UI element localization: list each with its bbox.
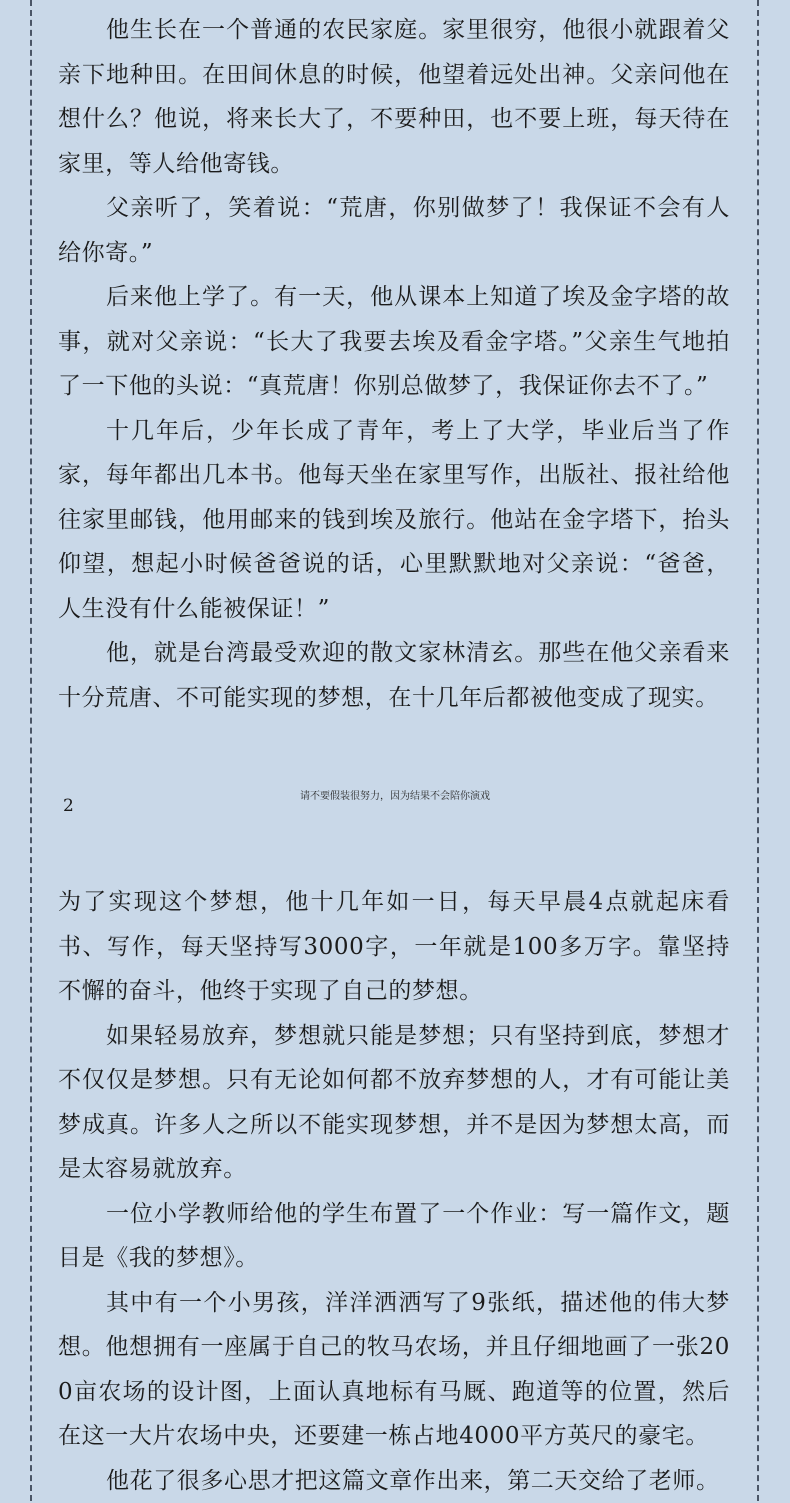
paragraph: 其中有一个小男孩，洋洋洒洒写了9张纸，描述他的伟大梦想。他想拥有一座属于自己的牧马农场，并且仔细地画了一张200亩农场的设计图，上面认真地标有马厩、跑道等的位置，然后在这一大片农场中央，还要建一栋占地4000平方英尺的豪宅。 (58, 1281, 730, 1459)
page-number: 2 (63, 796, 74, 816)
paragraph: 他生长在一个普通的农民家庭。家里很穷，他很小就跟着父亲下地种田。在田间休息的时候，他望着远处出神。父亲问他在想什么？他说，将来长大了，不要种田，也不要上班，每天待在家里，等人给他寄钱。 (58, 8, 730, 186)
page-top-text (58, 8, 730, 720)
paragraph: 他，就是台湾最受欢迎的散文家林清玄。那些在他父亲看来十分荒唐、不可能实现的梦想，在十几年后都被他变成了现实。 (58, 631, 730, 720)
page-bottom-text (58, 880, 730, 1503)
paragraph: 为了实现这个梦想，他十几年如一日，每天早晨4点就起床看书、写作，每天坚持写3000字，一年就是100多万字。靠坚持不懈的奋斗，他终于实现了自己的梦想。 (58, 880, 730, 1014)
paragraph: 一位小学教师给他的学生布置了一个作业：写一篇作文，题目是《我的梦想》。 (58, 1192, 730, 1281)
running-head: 请不要假装很努力，因为结果不会陪你演戏 (0, 790, 790, 804)
paragraph: 他花了很多心思才把这篇文章作出来，第二天交给了老师。 (58, 1459, 730, 1503)
right-dashed-border (757, 0, 759, 1501)
paragraph: 十几年后，少年长成了青年，考上了大学，毕业后当了作家，每年都出几本书。他每天坐在家里写作，出版社、报社给他往家里邮钱，他用邮来的钱到埃及旅行。他站在金字塔下，抬头仰望，想起小时候爸爸说的话，心里默默地对父亲说：“爸爸，人生没有什么能被保证！” (58, 409, 730, 632)
paragraph: 后来他上学了。有一天，他从课本上知道了埃及金字塔的故事，就对父亲说：“长大了我要去埃及看金字塔。”父亲生气地拍了一下他的头说：“真荒唐！你别总做梦了，我保证你去不了。” (58, 275, 730, 409)
left-dashed-border (30, 0, 32, 1501)
paragraph: 如果轻易放弃，梦想就只能是梦想；只有坚持到底，梦想才不仅仅是梦想。只有无论如何都不放弃梦想的人，才有可能让美梦成真。许多人之所以不能实现梦想，并不是因为梦想太高，而是太容易就放弃。 (58, 1014, 730, 1192)
paragraph: 父亲听了，笑着说：“荒唐，你别做梦了！我保证不会有人给你寄。” (58, 186, 730, 275)
